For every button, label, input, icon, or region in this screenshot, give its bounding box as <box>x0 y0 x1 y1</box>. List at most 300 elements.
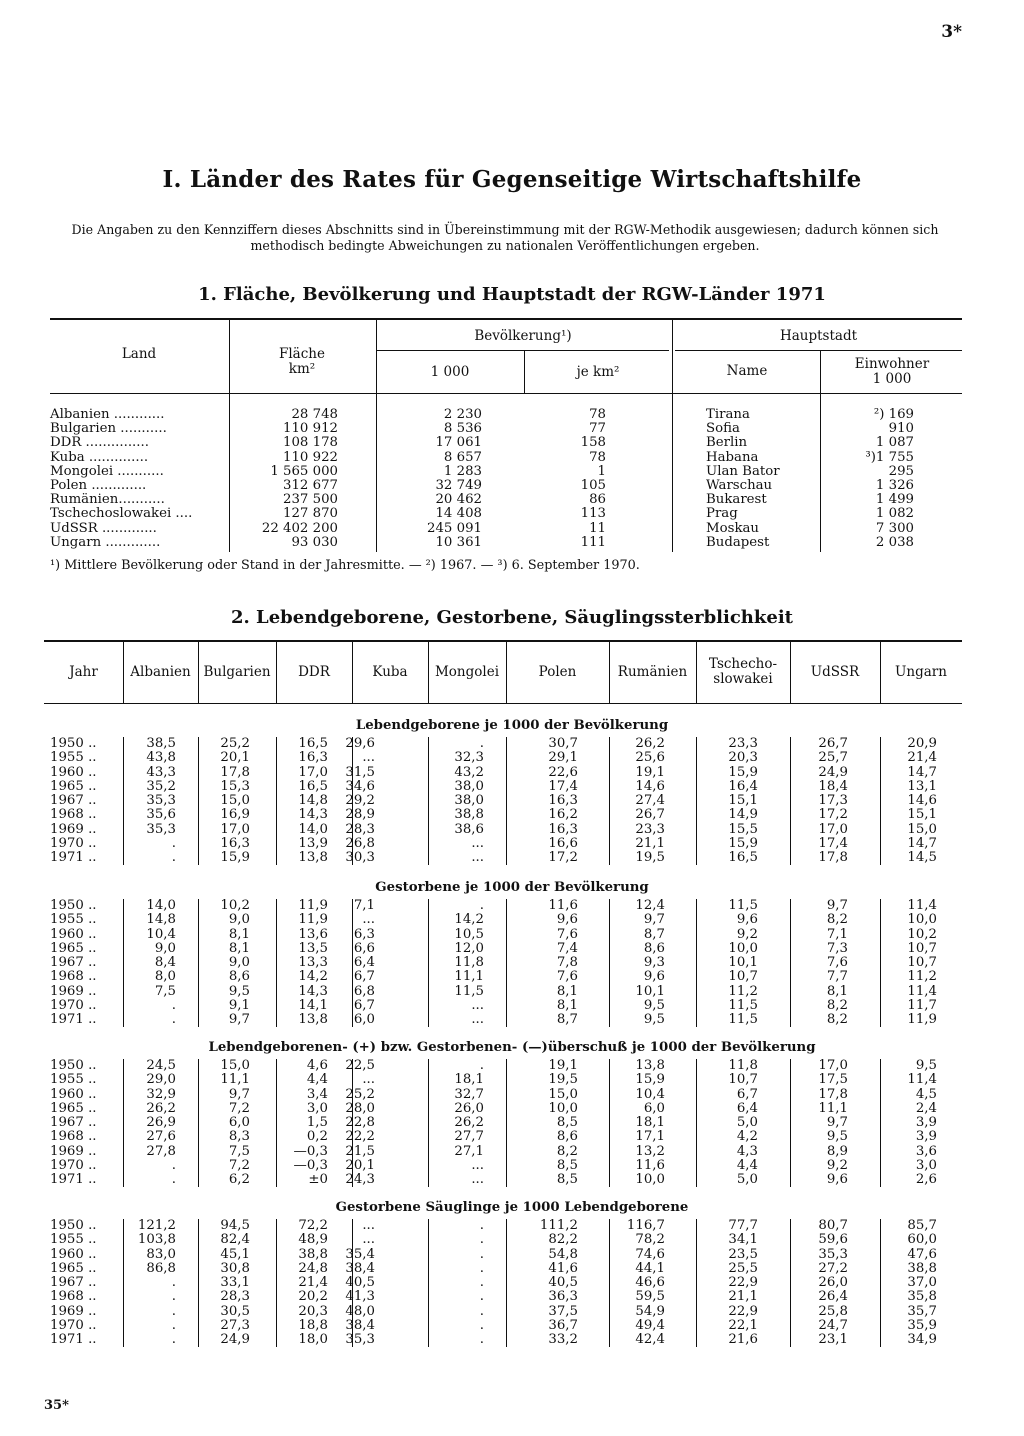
table2-value: 14,7 <box>907 835 937 851</box>
table-row <box>0 1290 1024 1304</box>
table2-year: 1969 .. <box>50 1303 97 1319</box>
table2-value: . <box>171 1172 176 1187</box>
table2-value: 7,1 <box>826 926 848 942</box>
table2-value: 13,2 <box>635 1143 665 1159</box>
table2-value: 15,5 <box>728 821 758 837</box>
table1-cell-name: Budapest <box>706 534 770 550</box>
table-row <box>0 1013 1024 1027</box>
table2-value: 35,2 <box>146 778 176 794</box>
table2-value: 33,2 <box>548 1332 578 1347</box>
table2-value: 22,2 <box>345 1129 375 1145</box>
table2-value: 10,7 <box>907 940 937 956</box>
table2-value: 9,6 <box>643 969 665 985</box>
table1-cell-km2: 11 <box>589 520 606 536</box>
table2-year: 1970 .. <box>50 1317 97 1333</box>
table2-year: 1970 .. <box>50 1157 97 1173</box>
table2-value: 4,6 <box>306 1058 328 1073</box>
table2-value: 59,6 <box>818 1232 848 1248</box>
table2-title: 2. Lebendgeborene, Gestorbene, Säuglingssterblichkeit <box>231 607 793 628</box>
table2-value: 46,6 <box>635 1275 665 1290</box>
table2-value: 26,2 <box>635 736 665 751</box>
table2-value: 21,5 <box>345 1143 375 1159</box>
table-row <box>0 465 1024 479</box>
table1-cell-km2: 158 <box>580 435 606 451</box>
table-row <box>0 970 1024 984</box>
table2-value: 4,5 <box>915 1086 937 1102</box>
table2-value: 40,5 <box>345 1275 375 1290</box>
table-row <box>0 1073 1024 1087</box>
table2-value: 34,6 <box>345 778 375 794</box>
table2-value: 26,4 <box>818 1289 848 1305</box>
table2-value: 14,7 <box>907 764 937 780</box>
col-header-bevoelkerung: Bevölkerung¹) <box>474 328 572 344</box>
table2-value: 14,8 <box>146 912 176 928</box>
table2-value: 26,9 <box>146 1115 176 1130</box>
table2-value: 3,0 <box>306 1100 328 1116</box>
table2-value: —0,3 <box>293 1143 328 1159</box>
table2-value: 23,5 <box>728 1246 758 1262</box>
table2-value: 34,1 <box>728 1232 758 1248</box>
table2-value: 13,3 <box>298 955 328 970</box>
table2-value: 28,0 <box>345 1100 375 1116</box>
table2-value: 44,1 <box>635 1260 665 1276</box>
table2-value: 7,6 <box>556 969 578 985</box>
table2-value: 11,9 <box>298 912 328 928</box>
table2-value: 29,2 <box>345 793 375 808</box>
table2-value: . <box>171 835 176 851</box>
table-row <box>0 928 1024 942</box>
table2-year: 1950 .. <box>50 736 97 751</box>
table2-value: . <box>479 1218 484 1233</box>
table-row <box>0 1159 1024 1173</box>
table2-value: . <box>171 1275 176 1290</box>
table1-cell-name: Berlin <box>706 435 748 451</box>
table2-value: 14,8 <box>298 793 328 808</box>
table2-value: 11,5 <box>728 997 758 1013</box>
table2-value: 28,9 <box>345 807 375 823</box>
table1-title: 1. Fläche, Bevölkerung und Hauptstadt der RGW-Länder 1971 <box>198 284 826 305</box>
table2-value: 38,0 <box>454 778 484 794</box>
table2-year: 1971 .. <box>50 1172 97 1187</box>
table2-year: 1971 .. <box>50 1332 97 1347</box>
table2-value: 35,3 <box>146 793 176 808</box>
table2-value: 80,7 <box>818 1218 848 1233</box>
table1-cell-land: DDR ............... <box>50 435 149 451</box>
table2-value: 17,1 <box>635 1129 665 1145</box>
table1-cell-land: Polen ............. <box>50 478 147 493</box>
table-row <box>0 985 1024 999</box>
table-row <box>0 956 1024 970</box>
table2-value: 11,5 <box>454 983 484 999</box>
table2-value: 3,4 <box>306 1086 328 1102</box>
table2-value: 10,7 <box>907 955 937 970</box>
table2-value: 11,5 <box>728 898 758 913</box>
table2-section-title: Gestorbene Säuglinge je 1000 Lebendgeborene <box>335 1200 689 1215</box>
table2-value: 10,7 <box>728 1072 758 1088</box>
table2-value: 8,7 <box>556 1012 578 1027</box>
table1-cell-flaeche: 110 922 <box>283 449 338 465</box>
table1-cell-km2: 86 <box>589 492 606 508</box>
table2-year: 1955 .. <box>50 912 97 928</box>
table2-value: 17,4 <box>548 778 578 794</box>
table2-value: 10,2 <box>907 926 937 942</box>
table2-value: 30,3 <box>345 850 375 865</box>
page-title: I. Länder des Rates für Gegenseitige Wirtschaftshilfe <box>162 166 862 193</box>
table2-value: 21,6 <box>728 1332 758 1347</box>
table1-cell-land: Albanien ............ <box>50 407 165 422</box>
table2-value: 11,4 <box>907 1072 937 1088</box>
table2-value: 8,2 <box>826 997 848 1013</box>
table2-value: 6,4 <box>736 1100 758 1116</box>
table-row <box>0 451 1024 465</box>
table2-value: 37,5 <box>548 1303 578 1319</box>
table-row <box>0 479 1024 493</box>
table2-value: 15,9 <box>220 850 250 865</box>
table2-value: 18,8 <box>298 1317 328 1333</box>
table2-value: 11,2 <box>907 969 937 985</box>
table2-value: 17,0 <box>818 821 848 837</box>
table2-value: 8,7 <box>643 926 665 942</box>
table2-value: 22,6 <box>548 764 578 780</box>
table2-value: 17,3 <box>818 793 848 808</box>
table2-col-header: Rumänien <box>617 664 688 680</box>
table2-value: 7,8 <box>556 955 578 970</box>
table2-value: 14,0 <box>298 821 328 837</box>
table2-value: 15,0 <box>220 1058 250 1073</box>
table2-value: 38,0 <box>454 793 484 808</box>
table1-cell-land: Tschechoslowakei .... <box>50 506 193 522</box>
table2-value: 9,2 <box>826 1157 848 1173</box>
table2-value: 111,2 <box>539 1218 578 1233</box>
table1-cell-land: UdSSR ............. <box>50 520 157 536</box>
table2-value: 40,5 <box>548 1275 578 1290</box>
table2-col-header: Albanien <box>130 664 191 680</box>
table2-value: 11,2 <box>728 983 758 999</box>
table2-value: 28,3 <box>220 1289 250 1305</box>
table2-value: 47,6 <box>907 1246 937 1262</box>
page-number: 3* <box>941 22 962 42</box>
bottom-mark: 35* <box>44 1398 69 1413</box>
table1-cell-name: Bukarest <box>706 492 767 508</box>
table2-value: 49,4 <box>635 1317 665 1333</box>
table2-value: ... <box>471 1012 484 1027</box>
table2-value: 36,3 <box>548 1289 578 1305</box>
table2-value: 12,4 <box>635 898 665 913</box>
table2-value: 9,5 <box>228 983 250 999</box>
table2-value: 42,4 <box>635 1332 665 1347</box>
table2-value: 7,5 <box>154 983 176 999</box>
table2-value: 8,6 <box>228 969 250 985</box>
table2-value: 8,5 <box>556 1172 578 1187</box>
table2-value: 17,4 <box>818 835 848 851</box>
table-row <box>0 1276 1024 1290</box>
table2-value: 14,9 <box>728 807 758 823</box>
table2-value: 21,1 <box>635 835 665 851</box>
table2-value: 116,7 <box>626 1218 665 1233</box>
table2-value: 6,6 <box>353 940 375 956</box>
table2-value: 26,7 <box>818 736 848 751</box>
table1-cell-km2: 1 <box>597 463 606 479</box>
table1-top-rule <box>50 318 962 320</box>
table2-value: 72,2 <box>298 1218 328 1233</box>
table2-value: 9,7 <box>826 1115 848 1130</box>
table2-year: 1971 .. <box>50 1012 97 1027</box>
table2-value: 14,5 <box>907 850 937 865</box>
table2-value: 10,0 <box>728 940 758 956</box>
table2-value: 29,0 <box>146 1072 176 1088</box>
table2-value: 26,0 <box>454 1100 484 1116</box>
table2-value: 25,2 <box>220 736 250 751</box>
table2-value: 48,0 <box>345 1303 375 1319</box>
table2-value: 9,0 <box>228 955 250 970</box>
table2-year: 1950 .. <box>50 1058 97 1073</box>
table2-value: 28,3 <box>345 821 375 837</box>
table1-cell-bev: 2 230 <box>443 407 482 422</box>
table2-value: 20,1 <box>345 1157 375 1173</box>
table2-value: . <box>171 1012 176 1027</box>
table2-year: 1965 .. <box>50 1100 97 1116</box>
table2-value: 3,6 <box>915 1143 937 1159</box>
table2-value: 7,7 <box>826 969 848 985</box>
table2-value: 35,8 <box>907 1289 937 1305</box>
table-row <box>0 1102 1024 1116</box>
table2-value: . <box>171 1289 176 1305</box>
table2-value: 9,3 <box>643 955 665 970</box>
table2-year: 1968 .. <box>50 969 97 985</box>
table2-value: 23,3 <box>728 736 758 751</box>
table2-col-header: Jahr <box>69 664 98 680</box>
table2-value: 10,0 <box>635 1172 665 1187</box>
table2-value: 43,8 <box>146 750 176 766</box>
table2-value: ... <box>362 1232 375 1248</box>
table2-value: 23,3 <box>635 821 665 837</box>
table1-cell-einw: ³)1 755 <box>865 449 914 465</box>
table2-value: 9,1 <box>228 997 250 1013</box>
table2-value: . <box>479 1317 484 1333</box>
table2-value: 14,1 <box>298 997 328 1013</box>
table2-value: 24,9 <box>818 764 848 780</box>
table2-value: 20,9 <box>907 736 937 751</box>
table2-value: 20,1 <box>220 750 250 766</box>
table2-value: 6,0 <box>353 1012 375 1027</box>
table-row <box>0 1233 1024 1247</box>
table1-cell-bev: 245 091 <box>427 520 482 536</box>
table2-value: 3,9 <box>915 1129 937 1145</box>
table2-value: 10,2 <box>220 898 250 913</box>
table-row <box>0 1088 1024 1102</box>
table2-value: 24,9 <box>220 1332 250 1347</box>
table2-value: 24,5 <box>146 1058 176 1073</box>
table2-value: 4,4 <box>306 1072 328 1088</box>
table2-value: 10,0 <box>907 912 937 928</box>
table2-value: . <box>479 1260 484 1276</box>
table2-year: 1968 .. <box>50 1129 97 1145</box>
table2-value: 11,1 <box>220 1072 250 1088</box>
table2-value: 35,9 <box>907 1317 937 1333</box>
table-row <box>0 766 1024 780</box>
table2-value: 7,4 <box>556 940 578 956</box>
table1-cell-land: Mongolei ........... <box>50 463 164 479</box>
table2-value: 25,7 <box>818 750 848 766</box>
table2-value: 38,4 <box>345 1317 375 1333</box>
table2-value: 24,3 <box>345 1172 375 1187</box>
table2-value: 8,1 <box>556 997 578 1013</box>
table2-value: 19,5 <box>635 850 665 865</box>
table2-value: 30,8 <box>220 1260 250 1276</box>
table2-value: 36,7 <box>548 1317 578 1333</box>
table2-year: 1955 .. <box>50 1072 97 1088</box>
table2-value: 10,1 <box>728 955 758 970</box>
table-row <box>0 737 1024 751</box>
table2-value: 30,7 <box>548 736 578 751</box>
table2-value: 17,8 <box>220 764 250 780</box>
table2-col-header: Polen <box>538 664 577 680</box>
table2-value: . <box>479 1246 484 1262</box>
table2-value: 11,8 <box>454 955 484 970</box>
table2-value: 23,1 <box>818 1332 848 1347</box>
table2-year: 1960 .. <box>50 1086 97 1102</box>
table2-value: . <box>171 1317 176 1333</box>
table2-value: 8,1 <box>228 926 250 942</box>
table1-cell-bev: 8 536 <box>443 421 482 437</box>
table2-value: 9,7 <box>228 1086 250 1102</box>
col-header-land: Land <box>121 346 157 362</box>
table1-cell-land: Rumänien........... <box>50 492 165 508</box>
table2-value: 4,2 <box>736 1129 758 1145</box>
table-row <box>0 837 1024 851</box>
table2-value: 13,5 <box>298 940 328 956</box>
table2-value: 27,6 <box>146 1129 176 1145</box>
table2-value: 17,8 <box>818 850 848 865</box>
table2-value: 9,6 <box>736 912 758 928</box>
table-row <box>0 1305 1024 1319</box>
table2-value: 8,1 <box>228 940 250 956</box>
table2-value: 16,3 <box>548 821 578 837</box>
table1-cell-bev: 14 408 <box>435 506 482 522</box>
table2-value: 22,9 <box>728 1275 758 1290</box>
table2-value: 7,6 <box>826 955 848 970</box>
table2-year: 1960 .. <box>50 764 97 780</box>
table2-value: 54,9 <box>635 1303 665 1319</box>
table2-value: 11,4 <box>907 898 937 913</box>
table2-value: 6,7 <box>736 1086 758 1102</box>
table-row <box>0 1116 1024 1130</box>
table1-bev-rule <box>377 350 669 351</box>
table-row <box>0 422 1024 436</box>
table2-value: 16,9 <box>220 807 250 823</box>
table2-value: 15,9 <box>635 1072 665 1088</box>
table2-value: 54,8 <box>548 1246 578 1262</box>
table2-value: 38,5 <box>146 736 176 751</box>
table2-value: 25,6 <box>635 750 665 766</box>
table2-value: 32,7 <box>454 1086 484 1102</box>
table2-value: 7,1 <box>353 898 375 913</box>
table1-cell-flaeche: 127 870 <box>283 506 338 522</box>
table2-value: 38,8 <box>907 1260 937 1276</box>
table2-year: 1969 .. <box>50 821 97 837</box>
table2-value: 8,1 <box>826 983 848 999</box>
table2-year: 1950 .. <box>50 898 97 913</box>
table2-value: 26,7 <box>635 807 665 823</box>
table2-value: 32,3 <box>454 750 484 766</box>
table2-value: 35,3 <box>818 1246 848 1262</box>
table-row <box>0 436 1024 450</box>
table2-value: 9,5 <box>826 1129 848 1145</box>
table2-value: 15,9 <box>728 764 758 780</box>
table2-value: 25,8 <box>818 1303 848 1319</box>
table-row <box>0 808 1024 822</box>
table2-value: 6,2 <box>228 1172 250 1187</box>
table2-value: 22,1 <box>728 1317 758 1333</box>
table2-value: 17,0 <box>298 764 328 780</box>
table2-value: . <box>479 1058 484 1073</box>
table2-value: 4,3 <box>736 1143 758 1159</box>
table2-year: 1960 .. <box>50 926 97 942</box>
table2-value: . <box>171 1303 176 1319</box>
table1-cell-bev: 20 462 <box>435 492 482 508</box>
table2-value: 17,2 <box>818 807 848 823</box>
table2-value: 6,7 <box>353 969 375 985</box>
table2-value: 33,1 <box>220 1275 250 1290</box>
table2-value: 26,2 <box>454 1115 484 1130</box>
table1-cell-einw: 295 <box>888 463 914 479</box>
table2-value: 34,9 <box>907 1332 937 1347</box>
table1-cell-flaeche: 110 912 <box>283 421 338 437</box>
table1-cell-name: Sofia <box>706 421 740 437</box>
table2-value: ... <box>471 1172 484 1187</box>
table-row <box>0 851 1024 865</box>
table2-value: 15,1 <box>728 793 758 808</box>
table2-value: 37,0 <box>907 1275 937 1290</box>
table2-value: 13,6 <box>298 926 328 942</box>
col-header-name: Name <box>726 363 768 379</box>
table2-value: 85,7 <box>907 1218 937 1233</box>
table2-value: 14,0 <box>146 898 176 913</box>
table2-value: 7,6 <box>556 926 578 942</box>
table1-cell-einw: 2 038 <box>875 534 914 550</box>
table2-value: 15,9 <box>728 835 758 851</box>
table2-value: 9,5 <box>915 1058 937 1073</box>
table2-value: 25,2 <box>345 1086 375 1102</box>
table2-col-header: Ungarn <box>895 664 947 680</box>
table2-value: 8,4 <box>154 955 176 970</box>
table2-value: 11,9 <box>298 898 328 913</box>
table2-value: 8,9 <box>826 1143 848 1159</box>
table2-value: 17,0 <box>220 821 250 837</box>
table2-value: 27,2 <box>818 1260 848 1276</box>
table1-haupt-rule <box>675 350 962 351</box>
table2-value: 11,6 <box>548 898 578 913</box>
table2-year: 1968 .. <box>50 1289 97 1305</box>
table2-value: 13,1 <box>907 778 937 794</box>
table2-value: 0,2 <box>306 1129 328 1145</box>
table2-value: 11,9 <box>907 1012 937 1027</box>
col-header-bev-km2: je km² <box>576 364 620 380</box>
table2-value: 16,2 <box>548 807 578 823</box>
table2-value: 1,5 <box>306 1115 328 1130</box>
table2-value: 35,7 <box>907 1303 937 1319</box>
table2-value: 14,6 <box>907 793 937 808</box>
table2-value: 11,1 <box>818 1100 848 1116</box>
table1-cell-einw: 910 <box>888 421 914 437</box>
table1-cell-flaeche: 237 500 <box>283 492 338 508</box>
table2-value: . <box>479 1289 484 1305</box>
table2-value: ... <box>362 750 375 766</box>
table2-value: 60,0 <box>907 1232 937 1248</box>
table1-cell-bev: 8 657 <box>443 449 482 465</box>
table2-value: 16,3 <box>548 793 578 808</box>
table2-value: 11,8 <box>728 1058 758 1073</box>
